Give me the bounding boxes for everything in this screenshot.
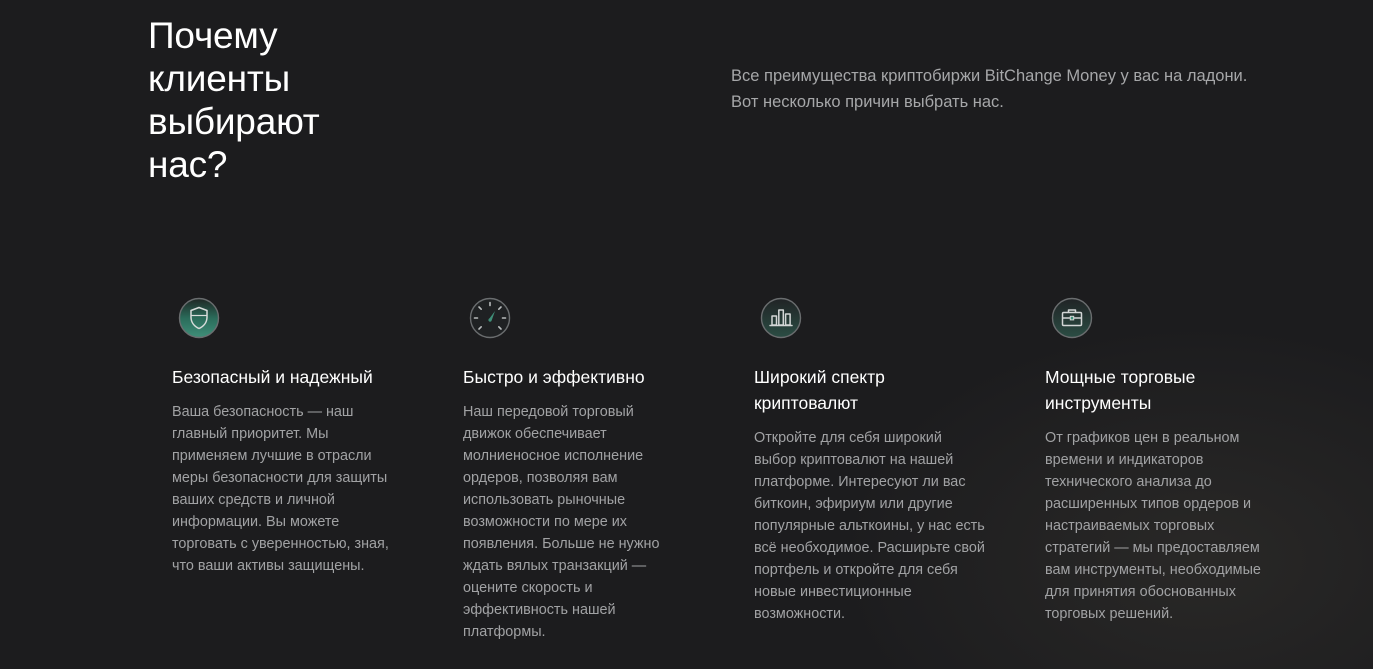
feature-trading-tools — [1045, 297, 1279, 625]
feature-title: Мощные торговые инструменты — [1045, 367, 1196, 413]
speedometer-icon — [469, 297, 511, 339]
feature-description: Наш передовой торговый движок обеспечивает молниеносное исполнение ордеров, позволяя вам использовать рыночные возможности по мере их появления. Больше не нужно ждать вялых транзакций — оцените скорость и эффективность нашей платформы. — [463, 404, 660, 640]
bar-chart-icon — [760, 297, 802, 339]
shield-icon — [178, 297, 220, 339]
features-list — [172, 297, 1292, 657]
section-intro: Все преимущества криптобиржи BitChange Money у вас на ладони. Вот несколько причин выбрать нас. — [731, 67, 1248, 111]
feature-speed — [463, 297, 685, 643]
briefcase-icon — [1051, 297, 1093, 339]
feature-title: Широкий спектр криптовалют — [754, 367, 885, 413]
feature-cryptocurrencies — [754, 297, 988, 625]
feature-title: Быстро и эффективно — [463, 367, 645, 387]
feature-security — [172, 297, 394, 577]
section-title: Почему клиенты выбирают нас? — [148, 15, 320, 185]
feature-description: Ваша безопасность — наш главный приоритет. Мы применяем лучшие в отрасли меры безопасности для защиты ваших средств и личной информации. Вы можете торговать с уверенностью, зная, что ваши активы защищены. — [172, 404, 389, 574]
feature-title: Безопасный и надежный — [172, 367, 373, 387]
feature-description: От графиков цен в реальном времени и индикаторов технического анализа до расширенных типов ордеров и настраиваемых торговых стратегий — мы предоставляем вам инструменты, необходимые для принятия обоснованных торговых решений. — [1045, 430, 1261, 622]
feature-description: Откройте для себя широкий выбор криптовалют на нашей платформе. Интересуют ли вас биткоин, эфириум или другие популярные альткоины, у нас есть всё необходимое. Расширьте свой портфель и откройте для себя новые инвестиционные возможности. — [754, 430, 985, 622]
